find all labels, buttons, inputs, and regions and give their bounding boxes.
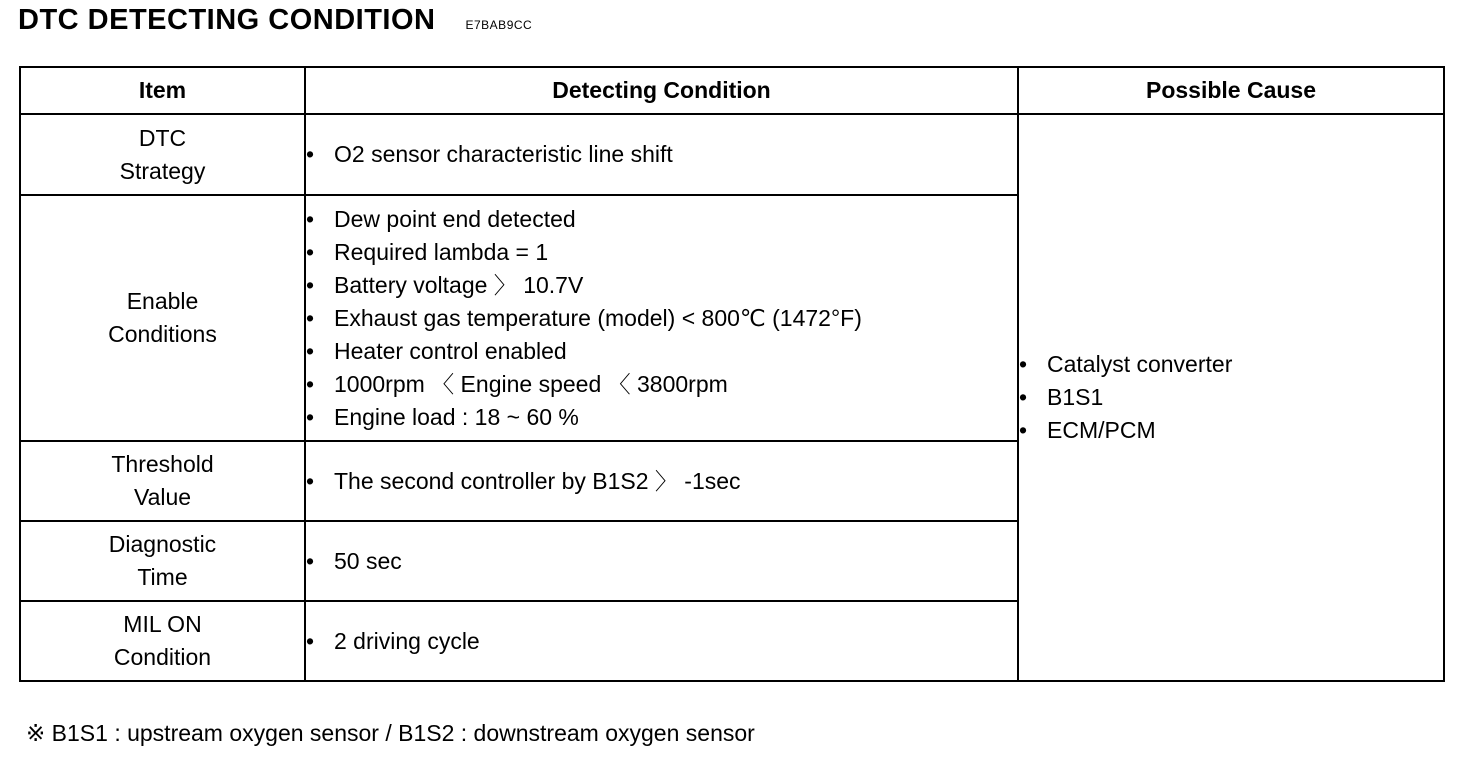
column-header-possible-cause: Possible Cause: [1018, 67, 1444, 114]
item-label-line: Value: [133, 484, 192, 510]
condition-cell: [305, 521, 1018, 601]
condition-cell: [305, 114, 1018, 195]
condition-bullet: • Required lambda = 1: [306, 236, 1017, 269]
item-label-line: Time: [137, 564, 188, 590]
condition-cell: [305, 601, 1018, 681]
footnote: ※ B1S1 : upstream oxygen sensor / B1S2 : downstream oxygen sensor: [26, 720, 755, 746]
cause-bullet: • ECM/PCM: [1019, 414, 1443, 447]
condition-bullet: • Battery voltage 〉 10.7V: [306, 269, 1017, 302]
item-cell: [20, 441, 305, 521]
condition-cell: [305, 441, 1018, 521]
table-header-row: [20, 67, 1444, 114]
item-cell: [20, 195, 305, 441]
condition-cell: [305, 195, 1018, 441]
page-title: DTC DETECTING CONDITION: [18, 4, 436, 36]
column-header-item: Item: [20, 67, 305, 114]
possible-cause-cell: [1018, 114, 1444, 681]
item-label-line: Condition: [113, 644, 212, 670]
document-code: E7BAB9CC: [465, 18, 533, 32]
condition-bullet: • 2 driving cycle: [306, 625, 1017, 658]
table-row-dtc-strategy: [20, 114, 1444, 195]
condition-bullet: • The second controller by B1S2 〉 -1sec: [306, 465, 1017, 498]
item-label-line: Threshold: [111, 451, 214, 477]
title-row: [18, 4, 532, 44]
condition-bullet: • Engine load : 18 ~ 60 %: [306, 401, 1017, 434]
cause-bullet: • Catalyst converter: [1019, 348, 1443, 381]
item-label-line: Diagnostic: [108, 531, 217, 557]
condition-bullet: • Exhaust gas temperature (model) < 800℃ (1472°F): [306, 302, 1017, 335]
condition-bullet: • 1000rpm 〈 Engine speed 〈 3800rpm: [306, 368, 1017, 401]
condition-bullet: • O2 sensor characteristic line shift: [306, 138, 1017, 171]
condition-bullet: • 50 sec: [306, 545, 1017, 578]
column-header-detecting-condition: Detecting Condition: [305, 67, 1018, 114]
item-cell: [20, 521, 305, 601]
dtc-condition-table: [19, 66, 1445, 682]
condition-bullet: • Heater control enabled: [306, 335, 1017, 368]
item-label-line: MIL ON: [123, 611, 202, 637]
item-label-line: Conditions: [108, 321, 217, 347]
item-label-line: Enable: [126, 288, 199, 314]
cause-bullet: • B1S1: [1019, 381, 1443, 414]
item-label-line: DTC: [138, 124, 187, 151]
item-cell: [20, 601, 305, 681]
condition-bullet: • Dew point end detected: [306, 203, 1017, 236]
item-label-line: Strategy: [119, 157, 206, 184]
item-cell: [20, 114, 305, 195]
